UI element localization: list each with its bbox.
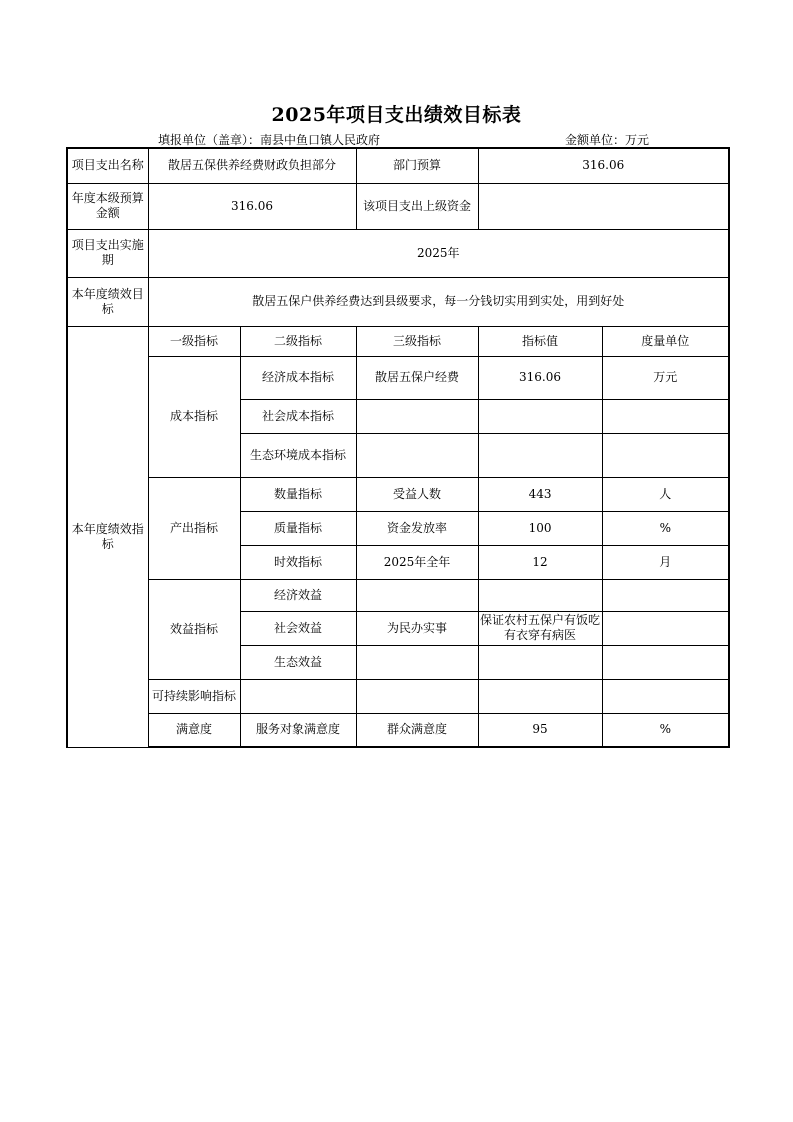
table-row-level3 <box>356 433 478 477</box>
filler-unit: 填报单位（盖章）：南县中鱼口镇人民政府 <box>158 133 381 147</box>
amount-unit: 金额单位：万元 <box>565 133 650 147</box>
header-level3: 三级指标 <box>356 326 478 356</box>
sustain-indicator-label: 可持续影响指标 <box>148 679 240 713</box>
dept-budget-label: 部门预算 <box>356 148 478 183</box>
table-row-level2: 时效指标 <box>240 545 356 579</box>
table-row-level2 <box>240 679 356 713</box>
header-level1: 一级指标 <box>148 326 240 356</box>
header-unit: 度量单位 <box>602 326 729 356</box>
table-row-value <box>478 579 602 611</box>
header-level2: 二级指标 <box>240 326 356 356</box>
table-row-unit: % <box>602 511 729 545</box>
goal-value: 散居五保户供养经费达到县级要求，每一分钱切实用到实处，用到好处 <box>148 277 729 326</box>
table-row-level3: 群众满意度 <box>356 713 478 747</box>
table-row-level3 <box>356 579 478 611</box>
table-row-level2: 生态环境成本指标 <box>240 433 356 477</box>
dept-budget-value: 316.06 <box>478 148 729 183</box>
table-row-unit <box>602 645 729 679</box>
table-row-unit: 月 <box>602 545 729 579</box>
table-row-level2: 服务对象满意度 <box>240 713 356 747</box>
table-row-value <box>478 645 602 679</box>
goal-label: 本年度绩效目标 <box>67 277 148 326</box>
table-row-value: 443 <box>478 477 602 511</box>
table-row-level2: 社会成本指标 <box>240 399 356 433</box>
table-row-unit: 人 <box>602 477 729 511</box>
table-row-unit: 万元 <box>602 356 729 399</box>
table-row-unit <box>602 433 729 477</box>
table-row-unit <box>602 579 729 611</box>
benefit-indicator-label: 效益指标 <box>148 579 240 679</box>
table-row-value <box>478 679 602 713</box>
table-row-level2: 质量指标 <box>240 511 356 545</box>
project-name-value: 散居五保供养经费财政负担部分 <box>148 148 356 183</box>
cost-indicator-label: 成本指标 <box>148 356 240 477</box>
table-row-level2: 生态效益 <box>240 645 356 679</box>
upper-funds-value <box>478 183 729 229</box>
indicator-section-label: 本年度绩效指标 <box>67 326 148 747</box>
table-row-unit: % <box>602 713 729 747</box>
output-indicator-label: 产出指标 <box>148 477 240 579</box>
table-row-value <box>478 399 602 433</box>
table-row-level3: 散居五保户经费 <box>356 356 478 399</box>
header-value: 指标值 <box>478 326 602 356</box>
table-row-value: 100 <box>478 511 602 545</box>
satisfaction-indicator-label: 满意度 <box>148 713 240 747</box>
table-row-value: 保证农村五保户有饭吃有衣穿有病医 <box>478 611 602 645</box>
table-row-level3: 为民办实事 <box>356 611 478 645</box>
table-row-level3 <box>356 399 478 433</box>
performance-table <box>66 147 730 748</box>
upper-funds-label: 该项目支出上级资金 <box>356 183 478 229</box>
table-row-value <box>478 433 602 477</box>
table-row-unit <box>602 399 729 433</box>
table-row-unit <box>602 611 729 645</box>
table-row-unit <box>602 679 729 713</box>
table-row-level2: 数量指标 <box>240 477 356 511</box>
table-row-level3 <box>356 645 478 679</box>
table-row-level3: 资金发放率 <box>356 511 478 545</box>
annual-budget-label: 年度本级预算金额 <box>67 183 148 229</box>
annual-budget-value: 316.06 <box>148 183 356 229</box>
page-title: 2025年项目支出绩效目标表 <box>271 104 522 126</box>
table-row-level2: 经济成本指标 <box>240 356 356 399</box>
table-row-level3: 2025年全年 <box>356 545 478 579</box>
table-row-level2: 社会效益 <box>240 611 356 645</box>
table-row-level3 <box>356 679 478 713</box>
project-name-label: 项目支出名称 <box>67 148 148 183</box>
table-row-level2: 经济效益 <box>240 579 356 611</box>
table-row-value: 95 <box>478 713 602 747</box>
table-row-value: 12 <box>478 545 602 579</box>
table-row-value: 316.06 <box>478 356 602 399</box>
table-row-level3: 受益人数 <box>356 477 478 511</box>
period-label: 项目支出实施期 <box>67 229 148 277</box>
period-value: 2025年 <box>148 229 729 277</box>
